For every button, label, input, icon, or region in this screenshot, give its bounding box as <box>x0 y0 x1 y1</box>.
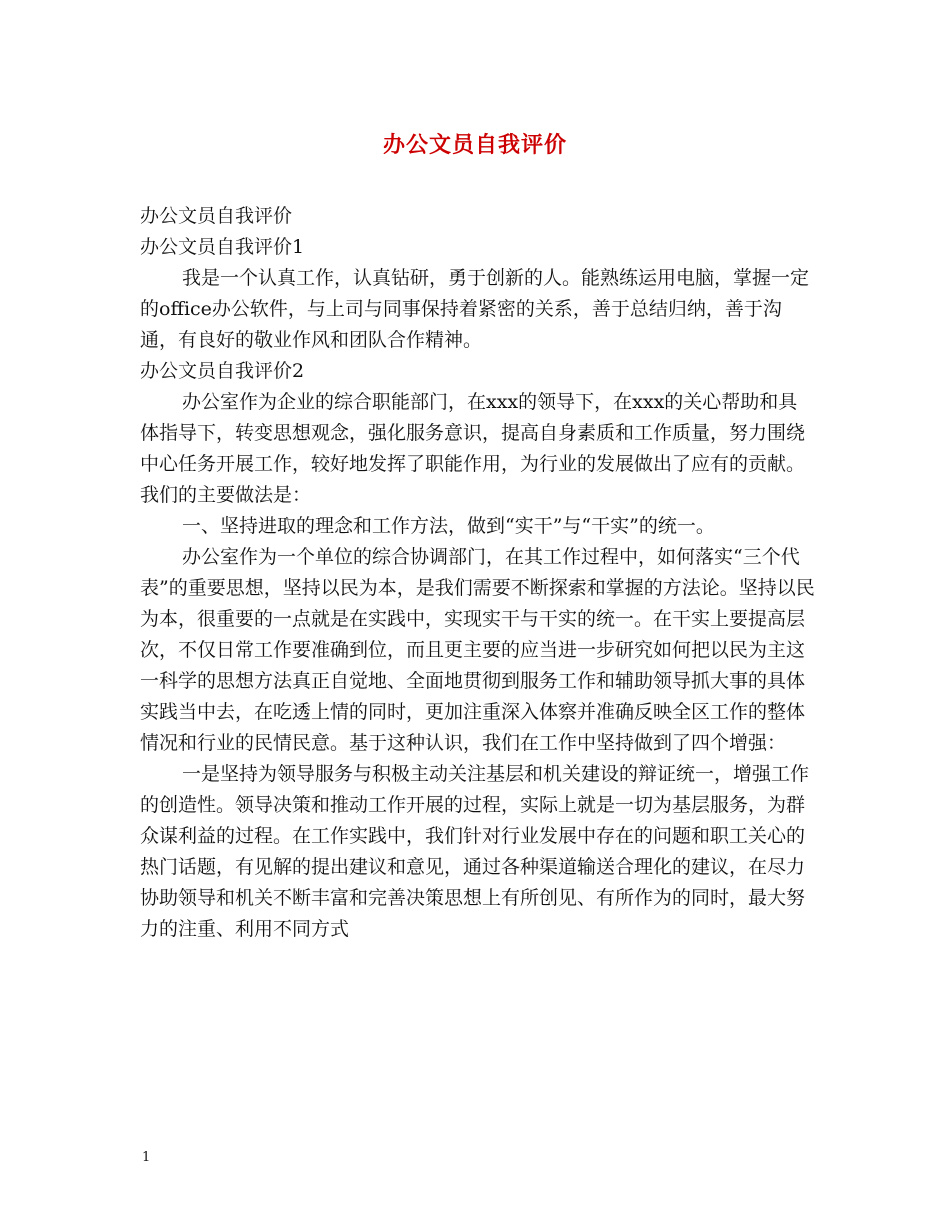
document-body <box>140 201 816 945</box>
paragraph: 办公文员自我评价1 <box>140 236 305 258</box>
paragraph: 办公文员自我评价2 <box>140 360 305 382</box>
paragraph: 一、坚持进取的理念和工作方法，做到“实干”与“干实”的统一。 <box>182 515 715 537</box>
paragraph: 办公室作为一个单位的综合协调部门，在其工作过程中，如何落实“三个代表”的重要思想，坚持以民为本，是我们需要不断探索和掌握的方法论。坚持以民为本，很重要的一点就是在实践中，实现实干与干实的统一。在干实上要提高层次，不仅日常工作要准确到位，而且更主要的应当进一步研究如何把以民为主这一科学的思想方法真正自觉地、全面地贯彻到服务工作和辅助领导抓大事的具体实践当中去，在吃透上情的同时，更加注重深入体察并准确反映全区工作的整体情况和行业的民情民意。基于这种认识，我们在工作中坚持做到了四个增强： <box>140 546 815 754</box>
page-number: 1 <box>142 1150 151 1165</box>
paragraph: 一是坚持为领导服务与积极主动关注基层和机关建设的辩证统一，增强工作的创造性。领导决策和推动工作开展的过程，实际上就是一切为基层服务，为群众谋利益的过程。在工作实践中，我们针对行业发展中存在的问题和职工关心的热门话题，有见解的提出建议和意见，通过各种渠道输送合理化的建议，在尽力协助领导和机关不断丰富和完善决策思想上有所创见、有所作为的同时，最大努力的注重、利用不同方式 <box>140 763 810 940</box>
paragraph: 我是一个认真工作，认真钻研，勇于创新的人。能熟练运用电脑，掌握一定的office办公软件，与上司与同事保持着紧密的关系，善于总结归纳，善于沟通，有良好的敬业作风和团队合作精神。 <box>140 267 810 351</box>
document-title: 办公文员自我评价 <box>382 132 567 158</box>
paragraph: 办公室作为企业的综合职能部门，在xxx的领导下，在xxx的关心帮助和具体指导下，转变思想观念，强化服务意识，提高自身素质和工作质量，努力围绕中心任务开展工作，较好地发挥了职能作用，为行业的发展做出了应有的贡献。我们的主要做法是： <box>140 391 806 506</box>
paragraph: 办公文员自我评价 <box>140 205 293 227</box>
